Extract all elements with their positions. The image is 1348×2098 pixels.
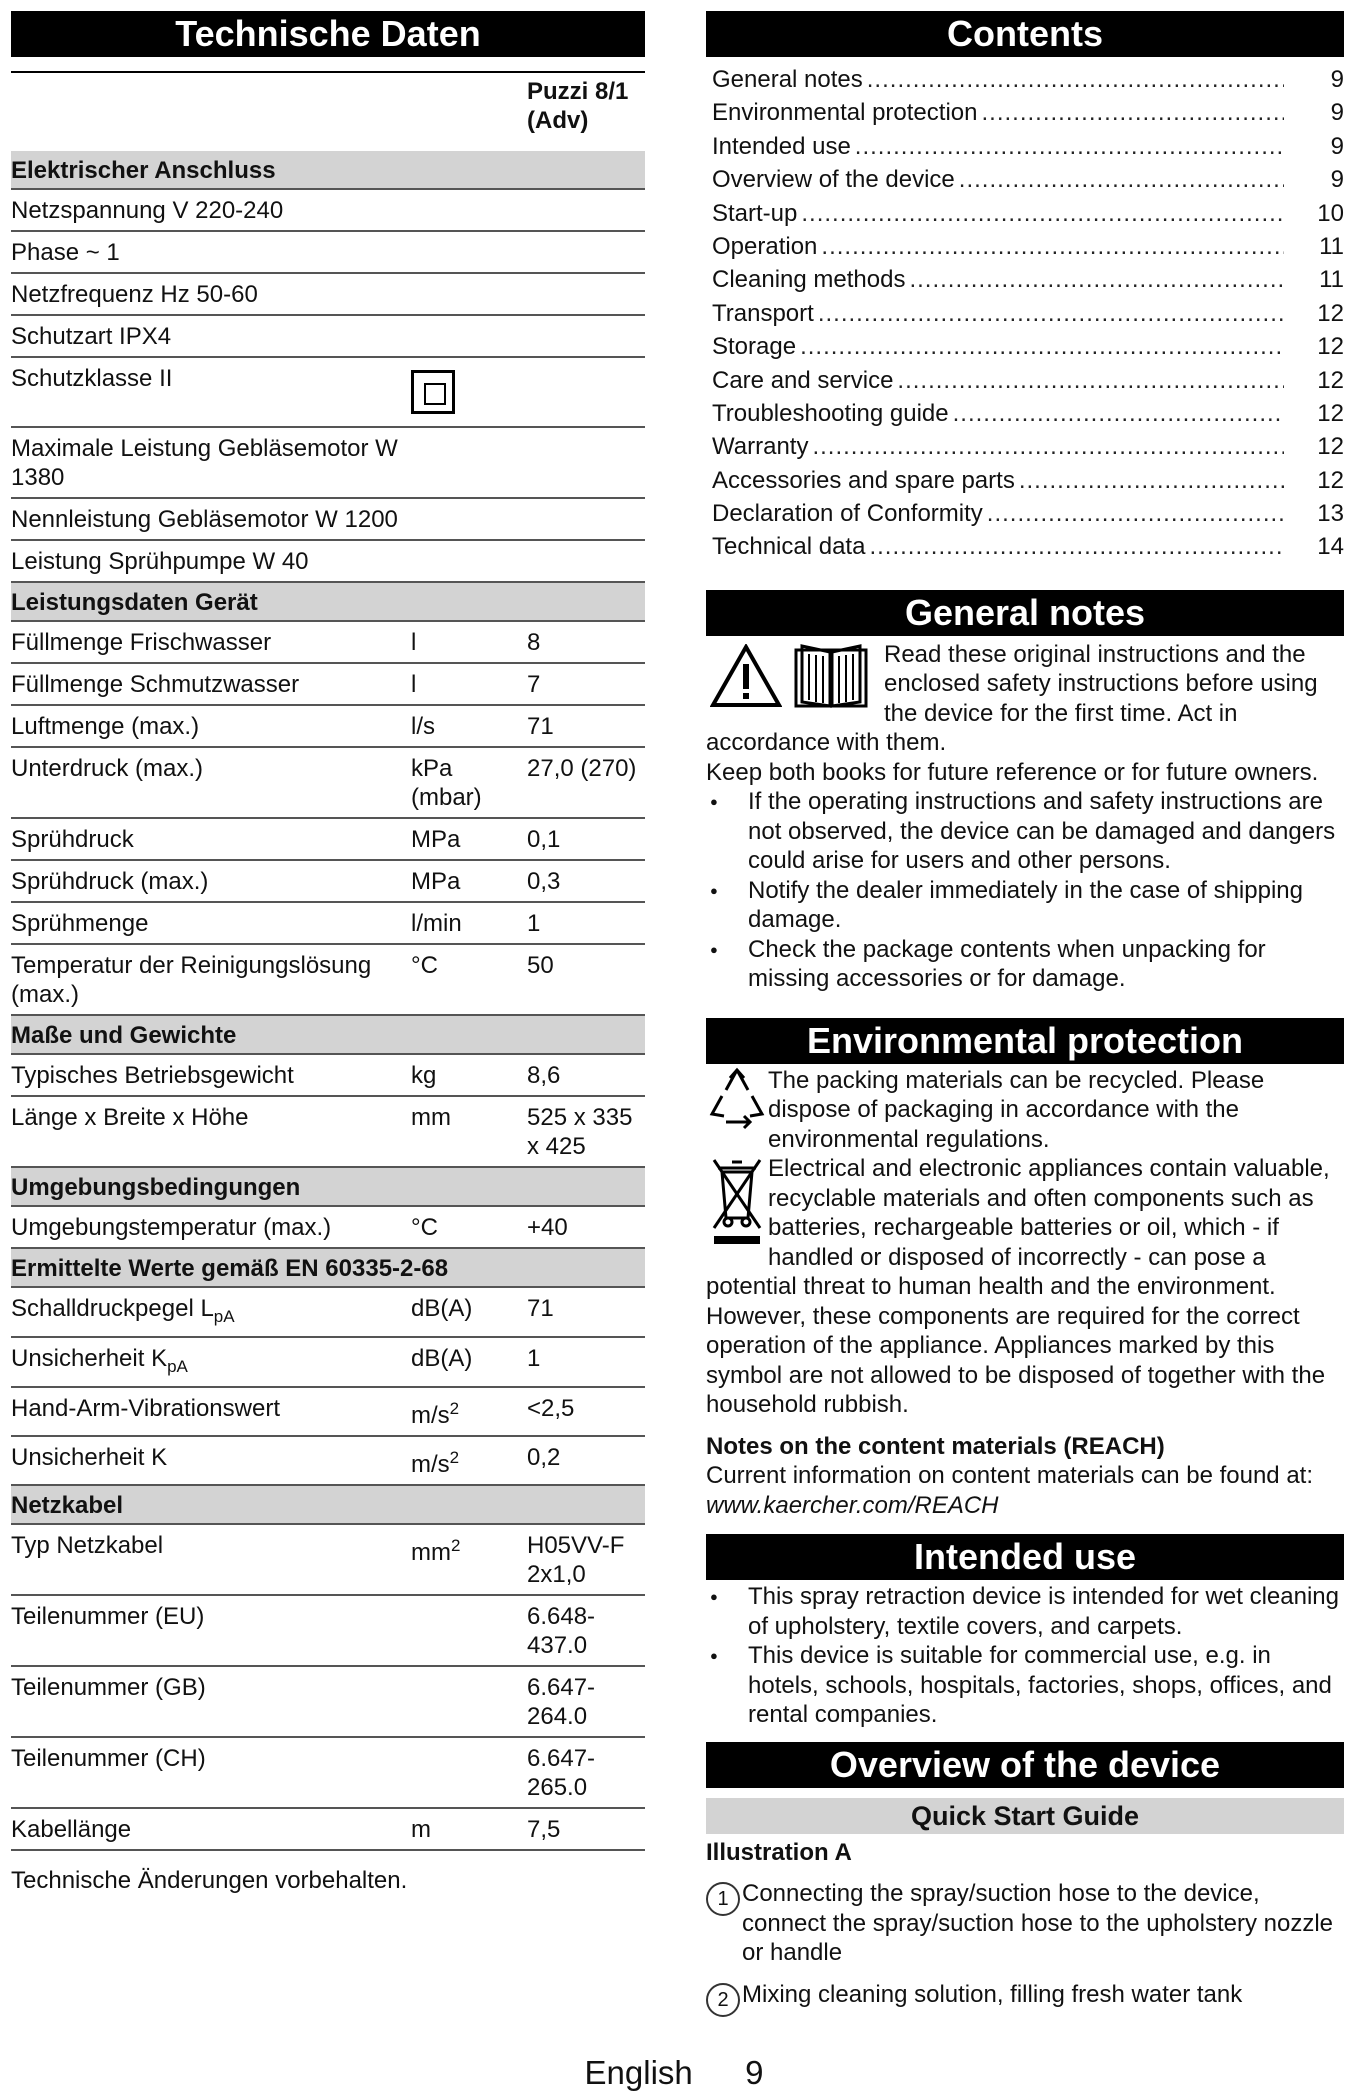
spec-row (11, 621, 645, 663)
spec-unit: kPa (mbar) (411, 755, 482, 811)
spec-unit-cell (411, 621, 527, 663)
bullet-item (706, 787, 1344, 876)
spec-label: Füllmenge Frischwasser (11, 629, 272, 656)
technical-data-column (11, 11, 645, 1895)
bullet-text: Notify the dealer immediately in the case of shipping damage. (748, 876, 1303, 934)
toc-entry[interactable] (706, 165, 1344, 198)
toc-leader-dots (909, 265, 1284, 295)
protection-class-ii-icon (411, 370, 455, 414)
spec-value (527, 427, 645, 498)
spec-unit-cell (411, 1595, 527, 1666)
bullet-text: This device is suitable for commercial use, e.g. in hotels, schools, hospitals, factories, shops, offices, and rental companies. (748, 1642, 1332, 1729)
toc-leader-dots (800, 332, 1284, 362)
spec-row (11, 1436, 645, 1485)
table-of-contents (706, 65, 1344, 566)
spec-row (11, 1595, 645, 1666)
spec-value: 71 (527, 1287, 645, 1337)
spec-row (11, 663, 645, 705)
spec-row (11, 1287, 645, 1337)
toc-entry-page: 11 (1319, 266, 1344, 294)
spec-value (527, 498, 645, 540)
toc-entry[interactable] (706, 132, 1344, 165)
toc-entry[interactable] (706, 232, 1344, 265)
spec-unit: dB(A) (411, 1345, 473, 1372)
toc-entry[interactable] (706, 399, 1344, 432)
toc-entry[interactable] (706, 366, 1344, 399)
spec-row (11, 315, 645, 357)
technical-data-table (11, 71, 645, 1851)
toc-entry[interactable] (706, 499, 1344, 532)
spec-label-cell (11, 1287, 411, 1337)
spec-label: Füllmenge Schmutzwasser (11, 671, 300, 698)
reach-text: Current information on content materials can be found at: www.kaercher.com/REACH (706, 1462, 1314, 1519)
toc-entry-page: 10 (1317, 199, 1344, 227)
general-notes-list (706, 787, 1344, 994)
spec-section-label: Netzkabel (11, 1485, 645, 1524)
spec-label: Phase ~ 1 (11, 239, 120, 266)
toc-entry-page: 9 (1330, 166, 1344, 194)
spec-section-row (11, 1248, 645, 1287)
spec-row (11, 747, 645, 818)
spec-label: Teilenummer (EU) (11, 1603, 205, 1630)
spec-label-cell (11, 1808, 411, 1850)
toc-leader-dots (818, 299, 1284, 329)
spec-row (11, 944, 645, 1015)
spec-value: 8 (527, 621, 645, 663)
spec-label: Typ Netzkabel (11, 1532, 164, 1559)
bullet-text: This spray retraction device is intended for wet cleaning of upholstery, textile covers, and carpets. (748, 1583, 1339, 1640)
spec-row (11, 1387, 645, 1436)
spec-unit-cell (411, 1387, 527, 1436)
spec-section-row (11, 582, 645, 621)
spec-value: 0,1 (527, 818, 645, 860)
spec-unit-cell (411, 189, 527, 231)
spec-label-cell (11, 1666, 411, 1737)
spec-unit-cell (411, 315, 527, 357)
general-notes-keep: Keep both books for future reference or for future owners. (706, 758, 1319, 786)
toc-entry-label: Technical data (712, 533, 866, 561)
spec-unit-cell (411, 273, 527, 315)
toc-entry[interactable] (706, 265, 1344, 298)
spec-section-label: Umgebungsbedingungen (11, 1167, 645, 1206)
toc-entry-page: 9 (1330, 132, 1344, 160)
toc-entry-label: Storage (712, 333, 797, 361)
toc-leader-dots (953, 399, 1284, 429)
quick-start-step (706, 1879, 1344, 1968)
step-number-badge: 1 (706, 1882, 740, 1916)
bullet-item (706, 935, 1344, 994)
toc-entry-label: Operation (712, 232, 818, 260)
spec-unit-cell (411, 1337, 527, 1387)
spec-value (527, 357, 645, 427)
spec-unit: MPa (411, 868, 461, 895)
spec-label: Teilenummer (GB) (11, 1674, 206, 1701)
spec-unit-cell (411, 944, 527, 1015)
toc-entry-label: Care and service (712, 366, 894, 394)
quick-start-steps (706, 1879, 1344, 2017)
spec-value: 50 (527, 944, 645, 1015)
bullet-marker: ● (710, 882, 718, 898)
spec-value: 0,2 (527, 1436, 645, 1485)
general-notes-icons (706, 640, 884, 720)
spec-unit: l/s (411, 713, 435, 740)
toc-entry-page: 12 (1317, 399, 1344, 427)
spec-unit-cell (411, 705, 527, 747)
spec-unit: l (411, 671, 417, 698)
toc-leader-dots (897, 366, 1284, 396)
spec-row (11, 498, 645, 540)
spec-unit: l/min (411, 910, 462, 937)
spec-value: H05VV-F 2x1,0 (527, 1524, 645, 1595)
read-manual-icon (792, 640, 870, 712)
toc-leader-dots (867, 65, 1284, 95)
toc-entry-page: 9 (1330, 66, 1344, 93)
environmental-protection-section (706, 1066, 1344, 1521)
quick-start-step (706, 1980, 1344, 2017)
spec-label: Kabellänge (11, 1816, 132, 1843)
toc-entry[interactable] (706, 65, 1344, 98)
toc-leader-dots (812, 432, 1284, 462)
spec-unit-cell (411, 1666, 527, 1737)
spec-label-cell (11, 705, 411, 747)
spec-label: Schutzart IPX4 (11, 323, 172, 350)
spec-label: Unterdruck (max.) (11, 755, 204, 782)
spec-label: Unsicherheit K (11, 1345, 168, 1372)
spec-label: Luftmenge (max.) (11, 713, 200, 740)
spec-label-cell (11, 944, 411, 1015)
environmental-protection-title: Environmental protection (706, 1018, 1344, 1064)
spec-unit-cell (411, 540, 527, 582)
spec-unit-cell (411, 663, 527, 705)
spec-label-cell (11, 860, 411, 902)
spec-label: Länge x Breite x Höhe (11, 1104, 249, 1131)
toc-entry-page: 12 (1317, 299, 1344, 327)
spec-unit: kg (411, 1062, 437, 1089)
spec-unit-cell (411, 1436, 527, 1485)
spec-unit: °C (411, 952, 438, 979)
spec-unit: m/s (411, 1451, 450, 1478)
spec-row (11, 1054, 645, 1096)
toc-entry-label: Cleaning methods (712, 266, 906, 294)
spec-section-row (11, 1015, 645, 1054)
spec-unit-cell (411, 498, 527, 540)
spec-unit: °C (411, 1214, 438, 1241)
spec-value: 1 (527, 1337, 645, 1387)
step-number-badge: 2 (706, 1983, 740, 2017)
toc-leader-dots (1019, 466, 1284, 496)
spec-label: Schutzklasse II (11, 365, 173, 392)
general-notes-intro: Read these original instructions and the enclosed safety instructions before using the device for the first time. Act in accordance with them. (706, 640, 1318, 757)
bullet-marker: ● (710, 1589, 718, 1605)
toc-entry-label: Accessories and spare parts (712, 466, 1015, 494)
spec-unit-cell (411, 1054, 527, 1096)
spec-unit: mm (411, 1539, 451, 1566)
toc-entry-label: Transport (712, 299, 814, 327)
toc-entry[interactable] (706, 432, 1344, 465)
spec-row (11, 231, 645, 273)
toc-entry-page: 12 (1317, 333, 1344, 361)
spec-label-cell (11, 1337, 411, 1387)
spec-unit-cell (411, 427, 527, 498)
spec-label: Nennleistung Gebläsemotor W 1200 (11, 506, 398, 533)
spec-label-cell (11, 540, 411, 582)
toc-entry-page: 12 (1317, 433, 1344, 461)
spec-row (11, 1206, 645, 1248)
spec-label: Teilenummer (CH) (11, 1745, 206, 1772)
toc-entry-page: 9 (1330, 99, 1344, 127)
spec-label: Hand-Arm-Vibrationswert (11, 1395, 280, 1422)
bullet-item (706, 1641, 1344, 1730)
spec-value (527, 231, 645, 273)
spec-unit-cell (411, 357, 527, 427)
spec-value: <2,5 (527, 1387, 645, 1436)
spec-value: 8,6 (527, 1054, 645, 1096)
reach-link[interactable]: www.kaercher.com/REACH (706, 1491, 999, 1519)
spec-label: Schalldruckpegel L (11, 1295, 214, 1322)
toc-entry-page: 12 (1317, 366, 1344, 394)
spec-unit-cell (411, 1287, 527, 1337)
crossed-out-bin-icon (706, 1154, 768, 1254)
english-content-column (706, 11, 1344, 2017)
toc-entry-page: 14 (1317, 533, 1344, 561)
spec-section-label: Maße und Gewichte (11, 1015, 645, 1054)
intended-use-title: Intended use (706, 1534, 1344, 1580)
spec-label-cell (11, 818, 411, 860)
spec-row (11, 1524, 645, 1595)
toc-entry[interactable] (706, 299, 1344, 332)
spec-unit-cell (411, 1737, 527, 1808)
spec-unit-superscript: 2 (449, 1399, 460, 1418)
spec-unit-cell (411, 1096, 527, 1167)
spec-label: Sprühmenge (11, 910, 149, 937)
spec-row (11, 1096, 645, 1167)
bullet-text: Check the package contents when unpacking for missing accessories or for damage. (748, 935, 1266, 993)
spec-row (11, 818, 645, 860)
toc-entry-label: Overview of the device (712, 166, 955, 194)
toc-entry-label: Troubleshooting guide (712, 399, 949, 427)
spec-label-cell (11, 1054, 411, 1096)
toc-entry-label: Warranty (712, 433, 809, 461)
spec-label: Umgebungstemperatur (max.) (11, 1214, 332, 1241)
toc-leader-dots (801, 199, 1284, 229)
spec-label: Netzspannung V 220-240 (11, 197, 284, 224)
recycling-text: The packing materials can be recycled. Please dispose of packaging in accordance with the environmental regulations. (768, 1066, 1265, 1153)
toc-leader-dots (981, 98, 1284, 128)
spec-unit-cell (411, 231, 527, 273)
spec-unit-cell (411, 818, 527, 860)
spec-unit-cell (411, 1524, 527, 1595)
spec-label-cell (11, 621, 411, 663)
spec-label: Unsicherheit K (11, 1444, 168, 1471)
spec-row (11, 540, 645, 582)
spec-label-cell (11, 902, 411, 944)
bullet-marker: ● (710, 794, 718, 810)
spec-unit-cell (411, 860, 527, 902)
spec-value: 0,3 (527, 860, 645, 902)
spec-row (11, 860, 645, 902)
spec-row (11, 189, 645, 231)
page-footer (0, 2054, 1348, 2092)
bullet-item (706, 876, 1344, 935)
spec-unit: MPa (411, 826, 461, 853)
weee-text: Electrical and electronic appliances contain valuable, recyclable materials and often components such as batteries, rechargeable batteries or oil, which - if handled or disposed of incorrectly - can pose a potential threat to human health and the environment. However, these components are required for the correct operation of the appliance. Appliances marked by this symbol are not allowed to be disposed of together with the household rubbish. (706, 1155, 1330, 1419)
spec-value: 7,5 (527, 1808, 645, 1850)
spec-label-cell (11, 663, 411, 705)
spec-unit: mm (411, 1104, 451, 1131)
spec-label: Maximale Leistung Gebläsemotor W 1380 (11, 435, 398, 491)
toc-leader-dots (855, 132, 1284, 162)
spec-unit-cell (411, 902, 527, 944)
recycling-icon (706, 1066, 768, 1134)
spec-unit: dB(A) (411, 1295, 473, 1322)
spec-value (527, 540, 645, 582)
spec-value (527, 189, 645, 231)
spec-label: Leistung Sprühpumpe W 40 (11, 548, 309, 575)
spec-label: Typisches Betriebsgewicht (11, 1062, 294, 1089)
spec-section-label: Ermittelte Werte gemäß EN 60335-2-68 (11, 1248, 645, 1287)
spec-value: 6.648-437.0 (527, 1595, 645, 1666)
spec-section-row (11, 151, 645, 189)
toc-entry-page: 13 (1317, 500, 1344, 528)
technical-data-footnote: Technische Änderungen vorbehalten. (11, 1867, 408, 1894)
spec-label-cell (11, 1436, 411, 1485)
spec-label-cell (11, 1737, 411, 1808)
spec-unit-superscript: 2 (450, 1536, 461, 1555)
toc-leader-dots (821, 232, 1284, 262)
toc-entry[interactable] (706, 98, 1344, 131)
spec-section-label: Leistungsdaten Gerät (11, 582, 645, 621)
step-text: Connecting the spray/suction hose to the device, connect the spray/suction hose to the upholstery nozzle or handle (742, 1880, 1334, 1967)
spec-value: 525 x 335 x 425 (527, 1096, 645, 1167)
toc-entry[interactable] (706, 466, 1344, 499)
overview-title: Overview of the device (706, 1742, 1344, 1788)
toc-entry[interactable] (706, 532, 1344, 565)
spec-unit-cell (411, 747, 527, 818)
toc-entry-page: 12 (1317, 466, 1344, 494)
spec-value: 1 (527, 902, 645, 944)
toc-entry[interactable] (706, 332, 1344, 365)
spec-value: 6.647-264.0 (527, 1666, 645, 1737)
spec-label-cell (11, 315, 411, 357)
spec-value (527, 273, 645, 315)
spec-label-cell (11, 747, 411, 818)
spec-label-cell (11, 231, 411, 273)
spec-row (11, 427, 645, 498)
general-notes-title: General notes (706, 590, 1344, 636)
toc-entry[interactable] (706, 199, 1344, 232)
page-number: 9 (745, 2054, 764, 2091)
spec-label-subscript: pA (167, 1357, 188, 1376)
spec-row (11, 1337, 645, 1387)
spec-label-cell (11, 1595, 411, 1666)
spec-label-cell (11, 427, 411, 498)
spec-row (11, 902, 645, 944)
reach-heading: Notes on the content materials (REACH) (706, 1432, 1165, 1460)
model-header-row (11, 72, 645, 151)
toc-leader-dots (959, 165, 1284, 195)
spec-section-row (11, 1485, 645, 1524)
spec-row (11, 705, 645, 747)
spec-row (11, 357, 645, 427)
toc-entry-label: Intended use (712, 132, 851, 160)
spec-label-cell (11, 189, 411, 231)
spec-row (11, 273, 645, 315)
spec-row (11, 1808, 645, 1850)
bullet-text: If the operating instructions and safety instructions are not observed, the device can be damaged and dangers could arise for users and other persons. (748, 788, 1336, 875)
spec-label-cell (11, 1206, 411, 1248)
spec-section-row (11, 1167, 645, 1206)
contents-title: Contents (706, 11, 1344, 57)
spec-unit: l (411, 629, 417, 656)
spec-value: +40 (527, 1206, 645, 1248)
spec-row (11, 1666, 645, 1737)
spec-row (11, 1737, 645, 1808)
toc-leader-dots (987, 499, 1284, 529)
quick-start-guide-heading: Quick Start Guide (706, 1798, 1344, 1834)
spec-label: Sprühdruck (11, 826, 134, 853)
spec-unit: m (411, 1816, 431, 1843)
spec-label-subscript: pA (213, 1307, 235, 1326)
spec-label: Temperatur der Reinigungslösung (max.) (11, 952, 372, 1008)
toc-entry-label: Declaration of Conformity (712, 500, 983, 528)
spec-value: 6.647-265.0 (527, 1737, 645, 1808)
spec-value: 71 (527, 705, 645, 747)
spec-unit-cell (411, 1206, 527, 1248)
bullet-item (706, 1582, 1344, 1641)
spec-value (527, 315, 645, 357)
spec-section-label: Elektrischer Anschluss (11, 151, 645, 189)
spec-unit-cell (411, 1808, 527, 1850)
spec-label: Sprühdruck (max.) (11, 868, 209, 895)
toc-leader-dots (869, 532, 1284, 562)
spec-label-cell (11, 1524, 411, 1595)
bullet-marker: ● (710, 941, 718, 957)
toc-entry-page: 11 (1319, 232, 1344, 260)
spec-value: 7 (527, 663, 645, 705)
spec-unit-superscript: 2 (449, 1448, 460, 1467)
spec-label-cell (11, 498, 411, 540)
footer-language: English (584, 2054, 693, 2091)
spec-label: Netzfrequenz Hz 50-60 (11, 281, 258, 308)
toc-entry-label: Start-up (712, 199, 798, 227)
step-text: Mixing cleaning solution, filling fresh water tank (742, 1980, 1243, 2008)
spec-label-cell (11, 357, 411, 427)
toc-entry-label: Environmental protection (712, 99, 978, 127)
spec-unit: m/s (411, 1402, 450, 1429)
spec-label-cell (11, 1387, 411, 1436)
technical-data-title: Technische Daten (11, 11, 645, 57)
illustration-label: Illustration A (706, 1838, 852, 1866)
spec-label-cell (11, 273, 411, 315)
toc-entry-label: General notes (712, 66, 863, 93)
warning-icon (710, 644, 782, 708)
spec-label-cell (11, 1096, 411, 1167)
spec-value: 27,0 (270) (527, 747, 645, 818)
intended-use-list (706, 1582, 1344, 1730)
bullet-marker: ● (710, 1648, 718, 1664)
model-name: Puzzi 8/1 (Adv) (527, 78, 629, 134)
general-notes-section (706, 640, 1344, 994)
